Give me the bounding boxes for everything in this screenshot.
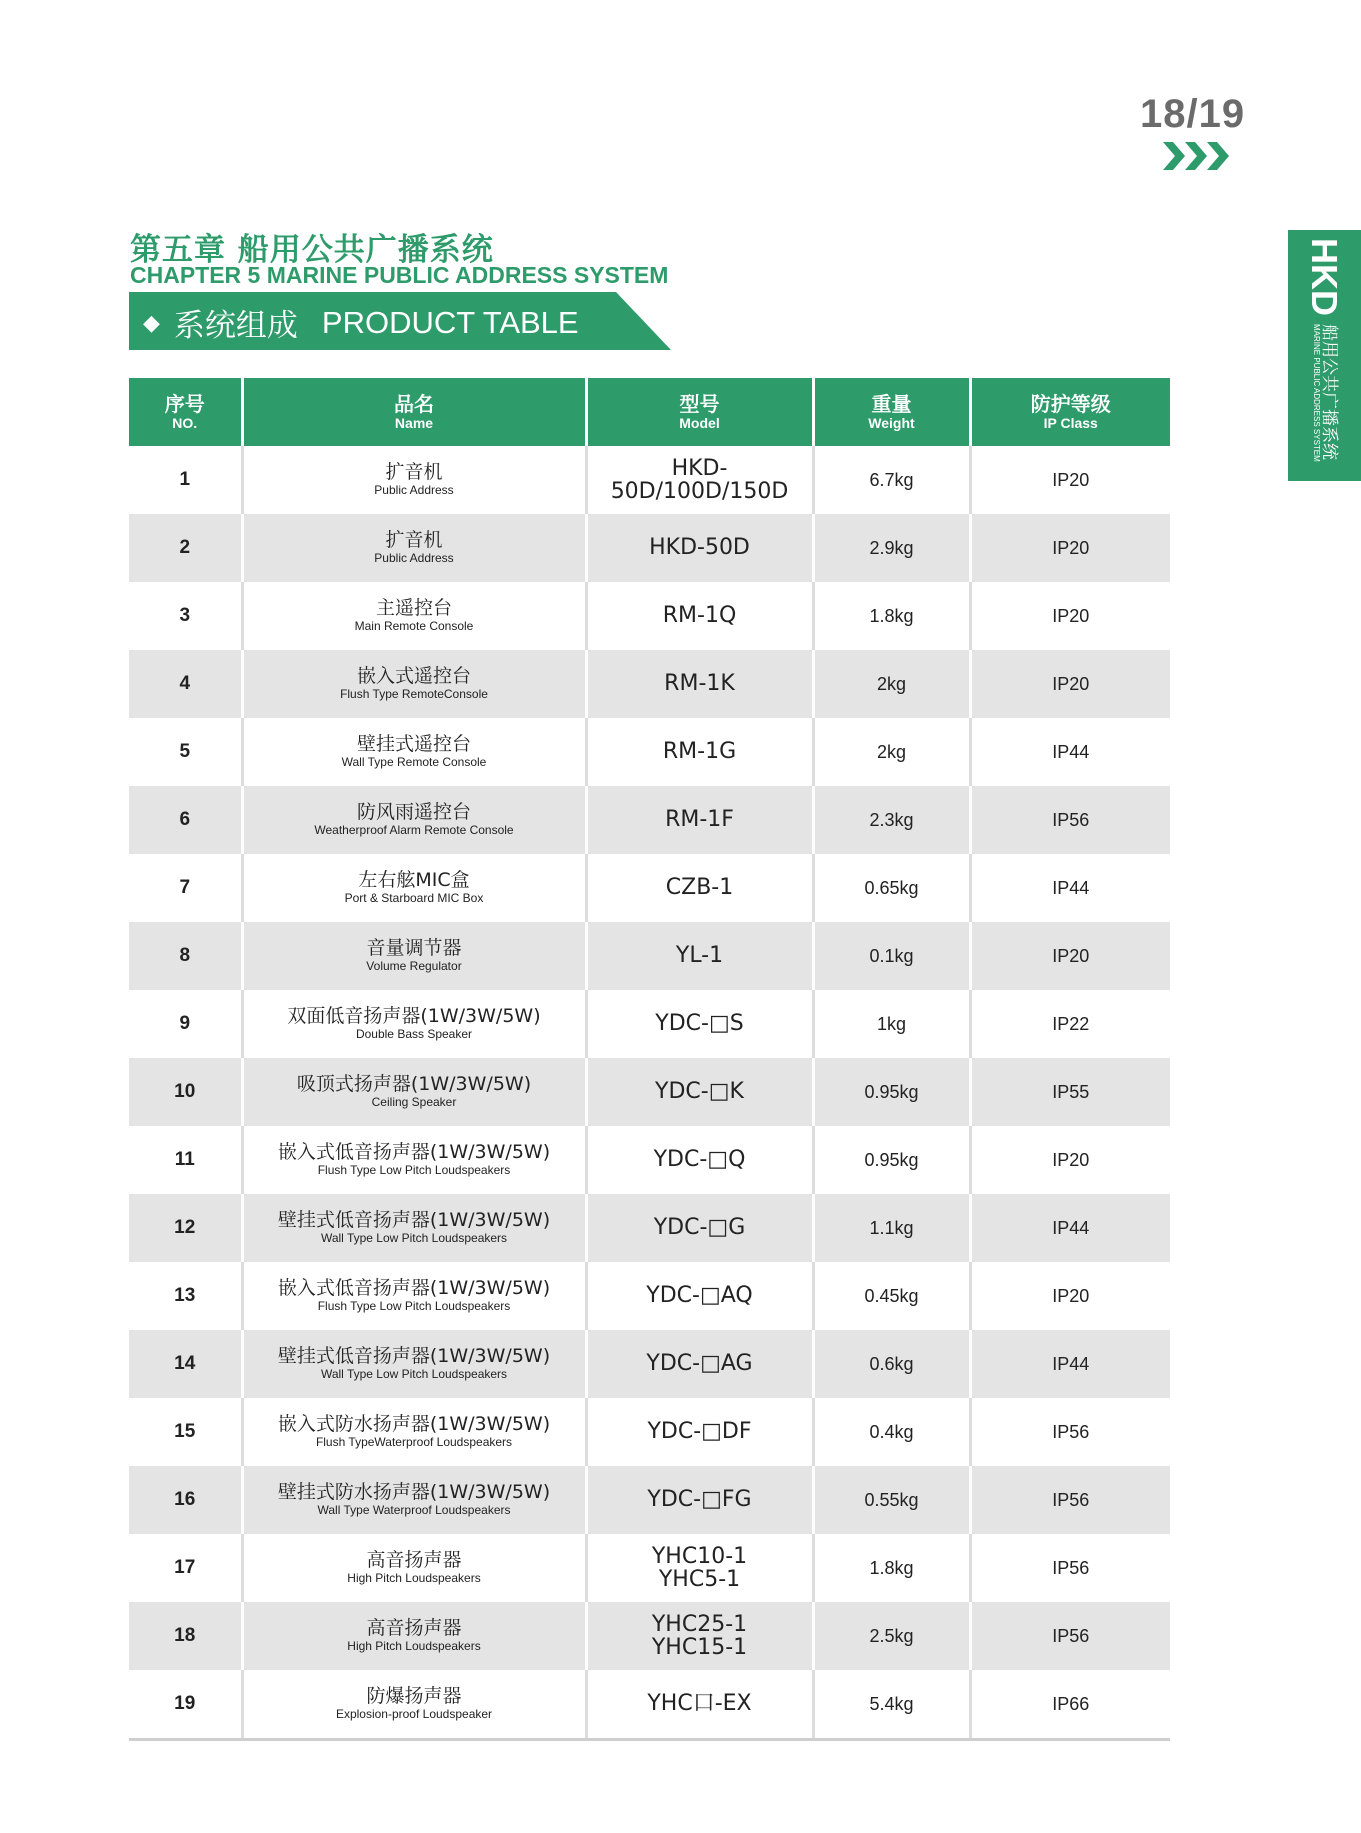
cell-name-cn: 扩音机 — [385, 529, 443, 552]
cell-name — [242, 1398, 586, 1466]
cell-model — [586, 854, 813, 922]
cell-name — [242, 650, 586, 718]
cell-name-en: Flush Type RemoteConsole — [340, 687, 488, 702]
cell-model — [586, 514, 813, 582]
cell-weight: 1.8kg — [813, 582, 970, 650]
cell-name-cn: 音量调节器 — [366, 937, 462, 960]
cell-model — [586, 1398, 813, 1466]
cell-name-en: Flush Type Low Pitch Loudspeakers — [317, 1163, 511, 1178]
chapter-title-cn: 第五章 船用公共广播系统 — [130, 232, 494, 268]
chapter-title-en: CHAPTER 5 MARINE PUBLIC ADDRESS SYSTEM — [130, 262, 669, 288]
cell-ip-class: IP20 — [1052, 1149, 1090, 1170]
cell-model — [586, 922, 813, 990]
cell-weight: 6.7kg — [813, 446, 970, 514]
cell-no: 9 — [129, 990, 242, 1058]
cell-weight: 0.6kg — [813, 1330, 970, 1398]
cell-no: 8 — [129, 922, 242, 990]
section-title-en: PRODUCT TABLE — [321, 304, 579, 340]
cell-name-cn: 防爆扬声器 — [366, 1685, 462, 1708]
cell-name-cn: 吸顶式扬声器(1W/3W/5W) — [296, 1073, 532, 1096]
cell-name — [242, 1602, 586, 1670]
cell-weight: 2.3kg — [813, 786, 970, 854]
cell-ip-class: IP20 — [1052, 469, 1090, 490]
cell-weight: 1kg — [813, 990, 970, 1058]
cell-model-line1: YHC口-EX — [647, 1691, 752, 1717]
cell-model-line1: YDC-□FG — [647, 1487, 752, 1513]
cell-name-en: Flush TypeWaterproof Loudspeakers — [315, 1435, 513, 1450]
cell-model-line1: RM-1Q — [662, 603, 737, 629]
cell-weight: 5.4kg — [813, 1670, 970, 1740]
header-weight: 重量 Weight — [813, 378, 970, 446]
cell-model — [586, 990, 813, 1058]
header-ip-class: 防护等级 IP Class — [970, 378, 1170, 446]
cell-model-line1: RM-1K — [664, 671, 735, 697]
cell-ip-class: IP20 — [970, 922, 1170, 990]
cell-name — [242, 514, 586, 582]
cell-model-line1: YDC-□DF — [647, 1419, 752, 1445]
cell-model-line1: RM-1F — [665, 807, 734, 833]
cell-weight: 2.9kg — [813, 514, 970, 582]
cell-ip-class: IP44 — [970, 1194, 1170, 1262]
cell-name — [242, 1330, 586, 1398]
cell-ip-class: IP56 — [970, 786, 1170, 854]
cell-model-line1: YDC-□G — [653, 1215, 746, 1241]
cell-ip-class: IP56 — [1052, 1421, 1090, 1442]
cell-name — [242, 1670, 586, 1740]
cell-no: 2 — [129, 514, 242, 582]
cell-model-line1: CZB-1 — [665, 875, 734, 901]
cell-model-line2: YHC5-1 — [658, 1567, 741, 1592]
table-row — [129, 1262, 1170, 1330]
cell-name — [242, 922, 586, 990]
table-row — [129, 582, 1170, 650]
cell-name — [242, 718, 586, 786]
cell-no: 6 — [129, 786, 242, 854]
cell-name-cn: 壁挂式防水扬声器(1W/3W/5W) — [277, 1481, 551, 1504]
cell-no: 16 — [129, 1466, 242, 1534]
cell-name-cn: 壁挂式遥控台 — [356, 733, 471, 756]
cell-ip-class: IP55 — [970, 1058, 1170, 1126]
cell-ip-class: IP56 — [1052, 1557, 1090, 1578]
side-brand: HKD — [1304, 238, 1346, 316]
cell-weight: 2kg — [813, 718, 970, 786]
cell-no: 5 — [129, 718, 242, 786]
cell-ip-class: IP56 — [970, 1602, 1170, 1670]
cell-model-line1: YHC10-1 — [651, 1543, 748, 1569]
table-row — [129, 1126, 1170, 1194]
cell-name — [242, 1466, 586, 1534]
cell-name-en: Public Address — [374, 483, 454, 498]
cell-name-en: High Pitch Loudspeakers — [347, 1571, 481, 1586]
cell-no: 7 — [129, 854, 242, 922]
cell-no: 10 — [129, 1058, 242, 1126]
table-row — [129, 990, 1170, 1058]
cell-name-en: Wall Type Waterproof Loudspeakers — [317, 1503, 511, 1518]
cell-name-cn: 高音扬声器 — [366, 1617, 462, 1640]
table-row — [129, 786, 1170, 854]
table-row — [129, 650, 1170, 718]
cell-model-line1: YDC-□S — [655, 1011, 744, 1037]
side-title-en: MARINE PUBLIC ADDRESS SYSTEM — [1311, 324, 1321, 462]
cell-name-en: Main Remote Console — [354, 619, 474, 634]
table-row — [129, 446, 1170, 514]
cell-name-en: Ceiling Speaker — [371, 1095, 457, 1110]
cell-weight: 1.1kg — [813, 1194, 970, 1262]
cell-name-en: Weatherproof Alarm Remote Console — [314, 823, 514, 838]
cell-name — [242, 1126, 586, 1194]
table-row — [129, 1330, 1170, 1398]
cell-ip-class: IP20 — [970, 650, 1170, 718]
cell-name-cn: 嵌入式低音扬声器(1W/3W/5W) — [277, 1141, 551, 1164]
cell-weight: 2.5kg — [813, 1602, 970, 1670]
cell-name — [242, 582, 586, 650]
diamond-icon: ◆ — [143, 309, 160, 335]
cell-model-line1: YDC-□K — [655, 1079, 744, 1105]
cell-no: 3 — [129, 582, 242, 650]
table-row — [129, 1534, 1170, 1602]
table-row — [129, 1058, 1170, 1126]
cell-model-line1: YDC-□AG — [646, 1351, 753, 1377]
cell-model — [586, 1262, 813, 1330]
cell-weight: 0.45kg — [813, 1262, 970, 1330]
cell-name-cn: 主遥控台 — [375, 597, 452, 620]
cell-no: 19 — [129, 1670, 242, 1740]
table-row — [129, 1194, 1170, 1262]
cell-name-en: Volume Regulator — [366, 959, 462, 974]
cell-name-cn: 防风雨遥控台 — [356, 801, 471, 824]
cell-name-cn: 壁挂式低音扬声器(1W/3W/5W) — [277, 1209, 551, 1232]
table-row — [129, 1466, 1170, 1534]
cell-ip-class: IP56 — [970, 1466, 1170, 1534]
page-number: 18/19 — [1140, 92, 1246, 136]
cell-ip-class: IP20 — [1052, 605, 1090, 626]
cell-model — [586, 1058, 813, 1126]
cell-weight: 1.8kg — [813, 1534, 970, 1602]
cell-name-en: Double Bass Speaker — [355, 1027, 473, 1042]
table-row — [129, 1670, 1170, 1740]
cell-ip-class: IP20 — [1052, 1285, 1090, 1306]
side-title-cn: 船用公共广播系统 — [1319, 324, 1340, 460]
cell-name-en: Wall Type Remote Console — [341, 755, 487, 770]
cell-ip-class: IP22 — [1052, 1013, 1090, 1034]
cell-model-line1: YDC-□AQ — [646, 1283, 753, 1309]
cell-weight: 0.95kg — [813, 1058, 970, 1126]
cell-model-line2: YHC15-1 — [651, 1635, 748, 1660]
cell-ip-class: IP44 — [1052, 877, 1090, 898]
table-row — [129, 514, 1170, 582]
cell-model-line1: YL-1 — [675, 943, 724, 969]
cell-no: 12 — [129, 1194, 242, 1262]
cell-ip-class: IP44 — [1052, 741, 1090, 762]
triple-chevron-icon — [1163, 142, 1233, 170]
side-tab — [1288, 230, 1361, 481]
cell-name-en: Wall Type Low Pitch Loudspeakers — [320, 1367, 508, 1382]
cell-model — [586, 718, 813, 786]
cell-no: 14 — [129, 1330, 242, 1398]
cell-model — [586, 650, 813, 718]
table-header-row — [129, 378, 1170, 446]
cell-no: 1 — [129, 446, 242, 514]
cell-model — [586, 1126, 813, 1194]
cell-name — [242, 990, 586, 1058]
cell-weight: 0.65kg — [813, 854, 970, 922]
cell-name — [242, 854, 586, 922]
cell-name-cn: 壁挂式低音扬声器(1W/3W/5W) — [277, 1345, 551, 1368]
cell-no: 4 — [129, 650, 242, 718]
cell-name-cn: 扩音机 — [385, 461, 443, 484]
cell-name-cn: 左右舷MIC盒 — [358, 869, 470, 892]
cell-no: 15 — [129, 1398, 242, 1466]
cell-weight: 0.95kg — [813, 1126, 970, 1194]
cell-name — [242, 1534, 586, 1602]
cell-model-line1: HKD-50D — [649, 535, 750, 561]
cell-no: 13 — [129, 1262, 242, 1330]
cell-name — [242, 1194, 586, 1262]
cell-ip-class: IP20 — [970, 514, 1170, 582]
cell-model-line1: RM-1G — [662, 739, 737, 765]
table-row — [129, 1398, 1170, 1466]
cell-model — [586, 1194, 813, 1262]
cell-no: 11 — [129, 1126, 242, 1194]
cell-name-en: High Pitch Loudspeakers — [347, 1639, 481, 1654]
cell-weight: 2kg — [813, 650, 970, 718]
cell-model — [586, 1330, 813, 1398]
cell-ip-class: IP66 — [970, 1670, 1170, 1740]
table-row — [129, 922, 1170, 990]
cell-name-en: Public Address — [374, 551, 454, 566]
section-title-cn: 系统组成 — [173, 308, 298, 344]
cell-model-line1: YDC-□Q — [653, 1147, 746, 1173]
cell-weight: 0.1kg — [813, 922, 970, 990]
table-row — [129, 854, 1170, 922]
cell-model — [586, 446, 813, 514]
cell-model — [586, 1602, 813, 1670]
cell-name-cn: 双面低音扬声器(1W/3W/5W) — [287, 1005, 541, 1028]
cell-name-en: Flush Type Low Pitch Loudspeakers — [317, 1299, 511, 1314]
cell-model — [586, 1466, 813, 1534]
cell-name-en: Explosion-proof Loudspeaker — [335, 1707, 493, 1722]
header-model: 型号 Model — [586, 378, 813, 446]
cell-no: 17 — [129, 1534, 242, 1602]
cell-model — [586, 1670, 813, 1740]
cell-model — [586, 582, 813, 650]
cell-name — [242, 1262, 586, 1330]
cell-name-cn: 高音扬声器 — [366, 1549, 462, 1572]
cell-name — [242, 786, 586, 854]
cell-name — [242, 446, 586, 514]
cell-weight: 0.55kg — [813, 1466, 970, 1534]
cell-name-en: Wall Type Low Pitch Loudspeakers — [320, 1231, 508, 1246]
section-heading — [143, 300, 579, 345]
cell-name-en: Port & Starboard MIC Box — [344, 891, 484, 906]
cell-name-cn: 嵌入式低音扬声器(1W/3W/5W) — [277, 1277, 551, 1300]
cell-model — [586, 786, 813, 854]
header-name: 品名 Name — [242, 378, 586, 446]
cell-model-line1: YHC25-1 — [651, 1611, 748, 1637]
cell-model-line1: HKD-50D/100D/150D — [610, 455, 789, 504]
table-row — [129, 1602, 1170, 1670]
cell-name — [242, 1058, 586, 1126]
cell-weight: 0.4kg — [813, 1398, 970, 1466]
cell-ip-class: IP44 — [970, 1330, 1170, 1398]
table-row — [129, 718, 1170, 786]
cell-name-cn: 嵌入式遥控台 — [356, 665, 471, 688]
cell-name-cn: 嵌入式防水扬声器(1W/3W/5W) — [277, 1413, 551, 1436]
header-no: 序号 NO. — [129, 378, 242, 446]
product-table — [129, 378, 1170, 1741]
cell-no: 18 — [129, 1602, 242, 1670]
cell-model — [586, 1534, 813, 1602]
